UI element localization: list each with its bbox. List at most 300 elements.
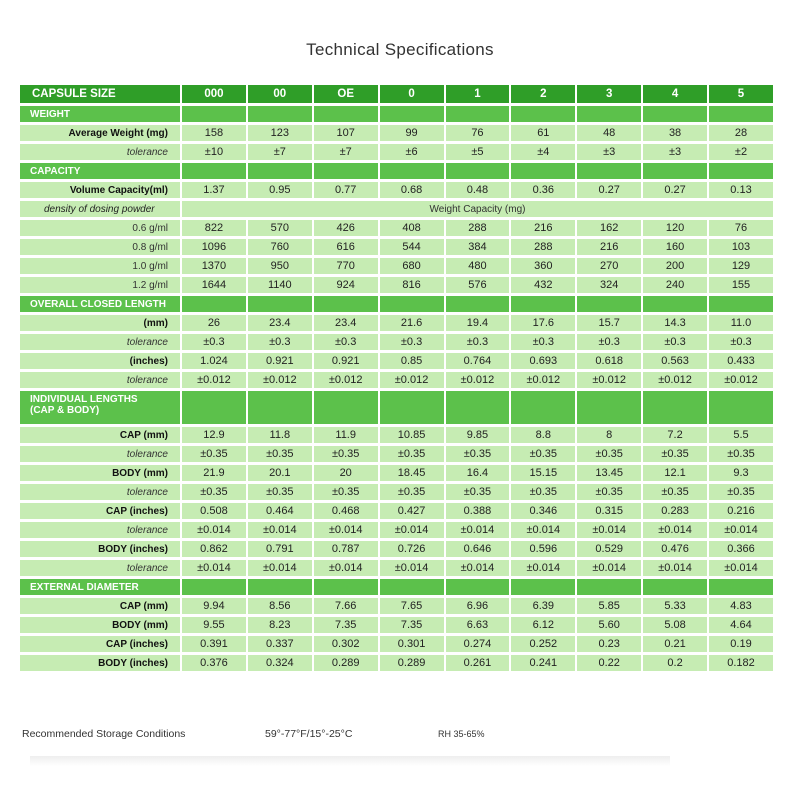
table-cell: ±0.012 bbox=[248, 372, 312, 388]
header-row bbox=[20, 85, 773, 103]
table-cell: 9.55 bbox=[182, 617, 246, 633]
table-cell: 4.83 bbox=[709, 598, 773, 614]
table-cell: 0.2 bbox=[643, 655, 707, 671]
table-row bbox=[20, 258, 773, 274]
row-label: 1.0 g/ml bbox=[20, 258, 180, 274]
row-label: tolerance bbox=[20, 522, 180, 538]
section-cell bbox=[380, 579, 444, 595]
row-label: (inches) bbox=[20, 353, 180, 369]
table-cell: ±6 bbox=[380, 144, 444, 160]
table-cell: ±5 bbox=[446, 144, 510, 160]
table-cell: ±0.35 bbox=[182, 446, 246, 462]
table-cell: 76 bbox=[709, 220, 773, 236]
table-row bbox=[20, 182, 773, 198]
section-row-overall-closed-length bbox=[20, 296, 773, 312]
table-cell: 5.5 bbox=[709, 427, 773, 443]
row-label: CAP (mm) bbox=[20, 598, 180, 614]
table-cell: ±0.35 bbox=[577, 446, 641, 462]
section-cell bbox=[709, 296, 773, 312]
row-label: CAP (inches) bbox=[20, 636, 180, 652]
table-cell: 0.508 bbox=[182, 503, 246, 519]
table-cell: ±0.35 bbox=[709, 446, 773, 462]
table-cell: ±10 bbox=[182, 144, 246, 160]
section-cell bbox=[380, 296, 444, 312]
table-cell: ±0.3 bbox=[709, 334, 773, 350]
table-cell: 21.6 bbox=[380, 315, 444, 331]
table-cell: ±0.3 bbox=[511, 334, 575, 350]
table-cell: ±0.014 bbox=[511, 560, 575, 576]
section-cell bbox=[709, 579, 773, 595]
table-cell: 48 bbox=[577, 125, 641, 141]
table-cell: ±0.014 bbox=[314, 522, 378, 538]
table-cell: 7.65 bbox=[380, 598, 444, 614]
storage-label: Recommended Storage Conditions bbox=[22, 728, 186, 740]
size-header-5: 5 bbox=[709, 85, 773, 103]
table-cell: 8.56 bbox=[248, 598, 312, 614]
weight-capacity-caption: Weight Capacity (mg) bbox=[182, 201, 773, 217]
table-cell: 99 bbox=[380, 125, 444, 141]
table-cell: 0.646 bbox=[446, 541, 510, 557]
table-cell: 0.301 bbox=[380, 636, 444, 652]
table-row bbox=[20, 560, 773, 576]
table-cell: 0.36 bbox=[511, 182, 575, 198]
table-cell: 0.324 bbox=[248, 655, 312, 671]
table-cell: 0.476 bbox=[643, 541, 707, 557]
table-cell: 158 bbox=[182, 125, 246, 141]
table-cell: 5.85 bbox=[577, 598, 641, 614]
section-cell bbox=[182, 296, 246, 312]
row-label: 0.8 g/ml bbox=[20, 239, 180, 255]
section-cell bbox=[182, 391, 246, 424]
table-cell: ±0.35 bbox=[577, 484, 641, 500]
row-label: tolerance bbox=[20, 144, 180, 160]
section-cell bbox=[380, 391, 444, 424]
table-cell: ±0.014 bbox=[643, 522, 707, 538]
section-cell bbox=[248, 106, 312, 122]
size-header-2: 2 bbox=[511, 85, 575, 103]
table-cell: 0.693 bbox=[511, 353, 575, 369]
table-cell: ±0.014 bbox=[446, 522, 510, 538]
section-cell bbox=[446, 579, 510, 595]
table-row bbox=[20, 353, 773, 369]
table-cell: 11.9 bbox=[314, 427, 378, 443]
section-cell bbox=[643, 391, 707, 424]
size-header-0: 0 bbox=[380, 85, 444, 103]
row-label: tolerance bbox=[20, 560, 180, 576]
size-header-00: 00 bbox=[248, 85, 312, 103]
section-cell bbox=[643, 579, 707, 595]
row-label: density of dosing powder bbox=[20, 201, 180, 217]
row-label: CAP (mm) bbox=[20, 427, 180, 443]
table-cell: 6.96 bbox=[446, 598, 510, 614]
table-cell: 0.68 bbox=[380, 182, 444, 198]
table-cell: 1644 bbox=[182, 277, 246, 293]
table-cell: 200 bbox=[643, 258, 707, 274]
table-cell: ±0.014 bbox=[577, 522, 641, 538]
table-cell: ±0.35 bbox=[314, 484, 378, 500]
table-cell: 19.4 bbox=[446, 315, 510, 331]
table-cell: ±0.012 bbox=[380, 372, 444, 388]
table-cell: 18.45 bbox=[380, 465, 444, 481]
row-label: 0.6 g/ml bbox=[20, 220, 180, 236]
table-cell: 1096 bbox=[182, 239, 246, 255]
table-cell: 1.024 bbox=[182, 353, 246, 369]
table-cell: 9.85 bbox=[446, 427, 510, 443]
table-cell: 103 bbox=[709, 239, 773, 255]
section-cell bbox=[314, 296, 378, 312]
table-cell: ±0.35 bbox=[182, 484, 246, 500]
table-cell: ±3 bbox=[643, 144, 707, 160]
specifications-table-body bbox=[20, 85, 773, 671]
table-cell: 0.427 bbox=[380, 503, 444, 519]
table-cell: 408 bbox=[380, 220, 444, 236]
table-cell: 680 bbox=[380, 258, 444, 274]
section-cell bbox=[380, 163, 444, 179]
row-label: tolerance bbox=[20, 334, 180, 350]
table-cell: 0.862 bbox=[182, 541, 246, 557]
table-cell: 5.60 bbox=[577, 617, 641, 633]
table-row bbox=[20, 541, 773, 557]
table-cell: ±0.3 bbox=[577, 334, 641, 350]
table-row bbox=[20, 239, 773, 255]
table-row bbox=[20, 617, 773, 633]
table-cell: 13.45 bbox=[577, 465, 641, 481]
table-row bbox=[20, 315, 773, 331]
table-row bbox=[20, 655, 773, 671]
table-cell: 6.12 bbox=[511, 617, 575, 633]
table-cell: ±0.014 bbox=[182, 560, 246, 576]
row-label: CAP (inches) bbox=[20, 503, 180, 519]
page-title: Technical Specifications bbox=[306, 40, 494, 59]
table-cell: 20 bbox=[314, 465, 378, 481]
table-cell: ±0.012 bbox=[511, 372, 575, 388]
section-cell bbox=[446, 296, 510, 312]
table-cell: 576 bbox=[446, 277, 510, 293]
table-cell: 23.4 bbox=[248, 315, 312, 331]
table-cell: 950 bbox=[248, 258, 312, 274]
table-cell: 288 bbox=[446, 220, 510, 236]
table-cell: 0.764 bbox=[446, 353, 510, 369]
table-cell: 0.787 bbox=[314, 541, 378, 557]
row-label: BODY (mm) bbox=[20, 465, 180, 481]
table-cell: ±0.012 bbox=[577, 372, 641, 388]
section-cell bbox=[643, 163, 707, 179]
table-row bbox=[20, 636, 773, 652]
section-title-text: EXTERNAL DIAMETER bbox=[30, 581, 139, 593]
table-cell: 0.95 bbox=[248, 182, 312, 198]
size-header-3: 3 bbox=[577, 85, 641, 103]
section-cell bbox=[577, 296, 641, 312]
table-cell: 0.241 bbox=[511, 655, 575, 671]
section-cell bbox=[577, 163, 641, 179]
table-cell: 1140 bbox=[248, 277, 312, 293]
table-cell: 240 bbox=[643, 277, 707, 293]
size-header-1: 1 bbox=[446, 85, 510, 103]
table-cell: 5.08 bbox=[643, 617, 707, 633]
table-cell: 0.182 bbox=[709, 655, 773, 671]
table-row bbox=[20, 446, 773, 462]
table-cell: 432 bbox=[511, 277, 575, 293]
table-cell: ±0.014 bbox=[380, 560, 444, 576]
table-row bbox=[20, 372, 773, 388]
section-cell bbox=[511, 106, 575, 122]
table-cell: 5.33 bbox=[643, 598, 707, 614]
table-cell: 123 bbox=[248, 125, 312, 141]
table-cell: 61 bbox=[511, 125, 575, 141]
table-cell: 12.9 bbox=[182, 427, 246, 443]
table-cell: 38 bbox=[643, 125, 707, 141]
table-cell: 544 bbox=[380, 239, 444, 255]
row-label: BODY (inches) bbox=[20, 655, 180, 671]
table-cell: 9.94 bbox=[182, 598, 246, 614]
table-cell: ±0.35 bbox=[248, 446, 312, 462]
table-cell: 0.366 bbox=[709, 541, 773, 557]
section-cell bbox=[248, 296, 312, 312]
table-cell: 4.64 bbox=[709, 617, 773, 633]
section-row-weight bbox=[20, 106, 773, 122]
table-cell: ±0.014 bbox=[248, 522, 312, 538]
table-cell: 0.23 bbox=[577, 636, 641, 652]
table-cell: 216 bbox=[577, 239, 641, 255]
table-cell: 20.1 bbox=[248, 465, 312, 481]
table-cell: 770 bbox=[314, 258, 378, 274]
table-cell: ±0.014 bbox=[511, 522, 575, 538]
section-title bbox=[20, 579, 180, 595]
section-cell bbox=[709, 163, 773, 179]
table-cell: 570 bbox=[248, 220, 312, 236]
table-cell: 0.289 bbox=[314, 655, 378, 671]
table-cell: 216 bbox=[511, 220, 575, 236]
table-cell: 360 bbox=[511, 258, 575, 274]
table-cell: ±0.014 bbox=[314, 560, 378, 576]
table-cell: ±4 bbox=[511, 144, 575, 160]
table-cell: 0.563 bbox=[643, 353, 707, 369]
row-label: 1.2 g/ml bbox=[20, 277, 180, 293]
table-row bbox=[20, 484, 773, 500]
table-cell: 324 bbox=[577, 277, 641, 293]
table-cell: ±7 bbox=[248, 144, 312, 160]
table-cell: 0.283 bbox=[643, 503, 707, 519]
section-row-external-diameter bbox=[20, 579, 773, 595]
table-cell: ±0.35 bbox=[380, 446, 444, 462]
table-cell: 0.464 bbox=[248, 503, 312, 519]
table-cell: ±0.3 bbox=[248, 334, 312, 350]
table-cell: 76 bbox=[446, 125, 510, 141]
table-cell: 23.4 bbox=[314, 315, 378, 331]
table-cell: 6.63 bbox=[446, 617, 510, 633]
section-title-text: OVERALL CLOSED LENGTH bbox=[30, 298, 166, 310]
table-cell: 21.9 bbox=[182, 465, 246, 481]
table-cell: ±0.3 bbox=[643, 334, 707, 350]
table-cell: 822 bbox=[182, 220, 246, 236]
table-cell: 0.596 bbox=[511, 541, 575, 557]
table-cell: ±7 bbox=[314, 144, 378, 160]
section-cell bbox=[182, 163, 246, 179]
table-cell: 0.289 bbox=[380, 655, 444, 671]
section-cell bbox=[182, 579, 246, 595]
row-label: BODY (mm) bbox=[20, 617, 180, 633]
storage-humidity: RH 35-65% bbox=[438, 729, 485, 739]
table-cell: ±0.012 bbox=[182, 372, 246, 388]
table-cell: 12.1 bbox=[643, 465, 707, 481]
section-cell bbox=[248, 391, 312, 424]
table-cell: 480 bbox=[446, 258, 510, 274]
section-cell bbox=[314, 391, 378, 424]
section-title-text: CAPACITY bbox=[30, 165, 81, 177]
row-label: (mm) bbox=[20, 315, 180, 331]
table-cell: ±0.35 bbox=[643, 484, 707, 500]
section-cell bbox=[314, 163, 378, 179]
table-cell: 16.4 bbox=[446, 465, 510, 481]
section-cell bbox=[643, 106, 707, 122]
table-cell: 9.3 bbox=[709, 465, 773, 481]
table-cell: 426 bbox=[314, 220, 378, 236]
section-cell bbox=[709, 391, 773, 424]
table-cell: 1370 bbox=[182, 258, 246, 274]
table-cell: 0.346 bbox=[511, 503, 575, 519]
table-cell: 816 bbox=[380, 277, 444, 293]
section-cell bbox=[511, 296, 575, 312]
storage-temperature: 59°-77°F/15°-25°C bbox=[265, 728, 353, 740]
table-cell: 0.21 bbox=[643, 636, 707, 652]
row-label: BODY (inches) bbox=[20, 541, 180, 557]
table-cell: ±0.35 bbox=[511, 484, 575, 500]
table-cell: ±0.35 bbox=[248, 484, 312, 500]
table-cell: ±0.35 bbox=[446, 484, 510, 500]
table-cell: ±0.3 bbox=[182, 334, 246, 350]
size-header-4: 4 bbox=[643, 85, 707, 103]
section-cell bbox=[182, 106, 246, 122]
table-cell: 616 bbox=[314, 239, 378, 255]
table-cell: 7.66 bbox=[314, 598, 378, 614]
table-cell: 0.19 bbox=[709, 636, 773, 652]
section-row-individual-lengths bbox=[20, 391, 773, 424]
table-cell: ±0.3 bbox=[380, 334, 444, 350]
table-cell: 7.35 bbox=[314, 617, 378, 633]
table-cell: 28 bbox=[709, 125, 773, 141]
table-cell: 107 bbox=[314, 125, 378, 141]
table-cell: 0.85 bbox=[380, 353, 444, 369]
bottom-divider bbox=[30, 756, 670, 766]
table-cell: 384 bbox=[446, 239, 510, 255]
section-title bbox=[20, 163, 180, 179]
section-cell bbox=[577, 579, 641, 595]
table-cell: 0.391 bbox=[182, 636, 246, 652]
table-cell: 270 bbox=[577, 258, 641, 274]
table-row bbox=[20, 334, 773, 350]
specifications-table bbox=[18, 82, 775, 674]
table-cell: 6.39 bbox=[511, 598, 575, 614]
table-row bbox=[20, 144, 773, 160]
table-cell: ±0.014 bbox=[643, 560, 707, 576]
section-title-text: WEIGHT bbox=[30, 108, 70, 120]
table-cell: ±0.35 bbox=[709, 484, 773, 500]
section-subtitle-text: (CAP & BODY) bbox=[30, 405, 100, 416]
table-cell: ±0.012 bbox=[446, 372, 510, 388]
section-cell bbox=[643, 296, 707, 312]
table-row bbox=[20, 125, 773, 141]
row-label: tolerance bbox=[20, 484, 180, 500]
table-cell: 26 bbox=[182, 315, 246, 331]
table-cell: 0.726 bbox=[380, 541, 444, 557]
table-cell: 14.3 bbox=[643, 315, 707, 331]
row-label: tolerance bbox=[20, 372, 180, 388]
section-cell bbox=[248, 579, 312, 595]
section-row-capacity bbox=[20, 163, 773, 179]
table-cell: 8.8 bbox=[511, 427, 575, 443]
table-cell: 0.337 bbox=[248, 636, 312, 652]
table-cell: 0.252 bbox=[511, 636, 575, 652]
table-cell: 10.85 bbox=[380, 427, 444, 443]
section-cell bbox=[511, 391, 575, 424]
table-cell: ±3 bbox=[577, 144, 641, 160]
table-cell: 120 bbox=[643, 220, 707, 236]
table-cell: 160 bbox=[643, 239, 707, 255]
table-cell: ±0.35 bbox=[314, 446, 378, 462]
size-header-oe: OE bbox=[314, 85, 378, 103]
table-cell: 155 bbox=[709, 277, 773, 293]
table-cell: ±0.35 bbox=[380, 484, 444, 500]
section-cell bbox=[314, 579, 378, 595]
table-row bbox=[20, 277, 773, 293]
table-cell: ±0.3 bbox=[446, 334, 510, 350]
table-cell: 0.261 bbox=[446, 655, 510, 671]
table-cell: 7.2 bbox=[643, 427, 707, 443]
table-cell: 15.7 bbox=[577, 315, 641, 331]
table-cell: ±0.014 bbox=[182, 522, 246, 538]
table-cell: ±0.014 bbox=[709, 522, 773, 538]
section-cell bbox=[380, 106, 444, 122]
table-row bbox=[20, 465, 773, 481]
table-row bbox=[20, 201, 773, 217]
table-cell: ±0.012 bbox=[643, 372, 707, 388]
table-cell: 7.35 bbox=[380, 617, 444, 633]
section-cell bbox=[446, 106, 510, 122]
section-cell bbox=[511, 163, 575, 179]
table-row bbox=[20, 220, 773, 236]
table-cell: 8.23 bbox=[248, 617, 312, 633]
table-cell: 1.37 bbox=[182, 182, 246, 198]
table-cell: 0.274 bbox=[446, 636, 510, 652]
table-cell: 924 bbox=[314, 277, 378, 293]
storage-conditions bbox=[22, 728, 782, 752]
table-row bbox=[20, 503, 773, 519]
table-cell: 0.27 bbox=[577, 182, 641, 198]
table-cell: ±0.014 bbox=[248, 560, 312, 576]
table-cell: 0.921 bbox=[314, 353, 378, 369]
row-label: Volume Capacity(ml) bbox=[20, 182, 180, 198]
table-cell: ±0.012 bbox=[709, 372, 773, 388]
table-cell: 17.6 bbox=[511, 315, 575, 331]
table-cell: 0.388 bbox=[446, 503, 510, 519]
section-title bbox=[20, 391, 180, 424]
section-title-text: INDIVIDUAL LENGTHS bbox=[30, 394, 138, 405]
section-title bbox=[20, 296, 180, 312]
table-cell: 0.27 bbox=[643, 182, 707, 198]
table-cell: 0.48 bbox=[446, 182, 510, 198]
section-cell bbox=[577, 391, 641, 424]
table-cell: 0.433 bbox=[709, 353, 773, 369]
table-cell: 0.618 bbox=[577, 353, 641, 369]
table-cell: 0.22 bbox=[577, 655, 641, 671]
table-cell: 11.8 bbox=[248, 427, 312, 443]
table-cell: 0.302 bbox=[314, 636, 378, 652]
header-label: CAPSULE SIZE bbox=[20, 85, 180, 103]
table-cell: 0.529 bbox=[577, 541, 641, 557]
table-cell: 11.0 bbox=[709, 315, 773, 331]
table-cell: 760 bbox=[248, 239, 312, 255]
table-cell: 0.216 bbox=[709, 503, 773, 519]
